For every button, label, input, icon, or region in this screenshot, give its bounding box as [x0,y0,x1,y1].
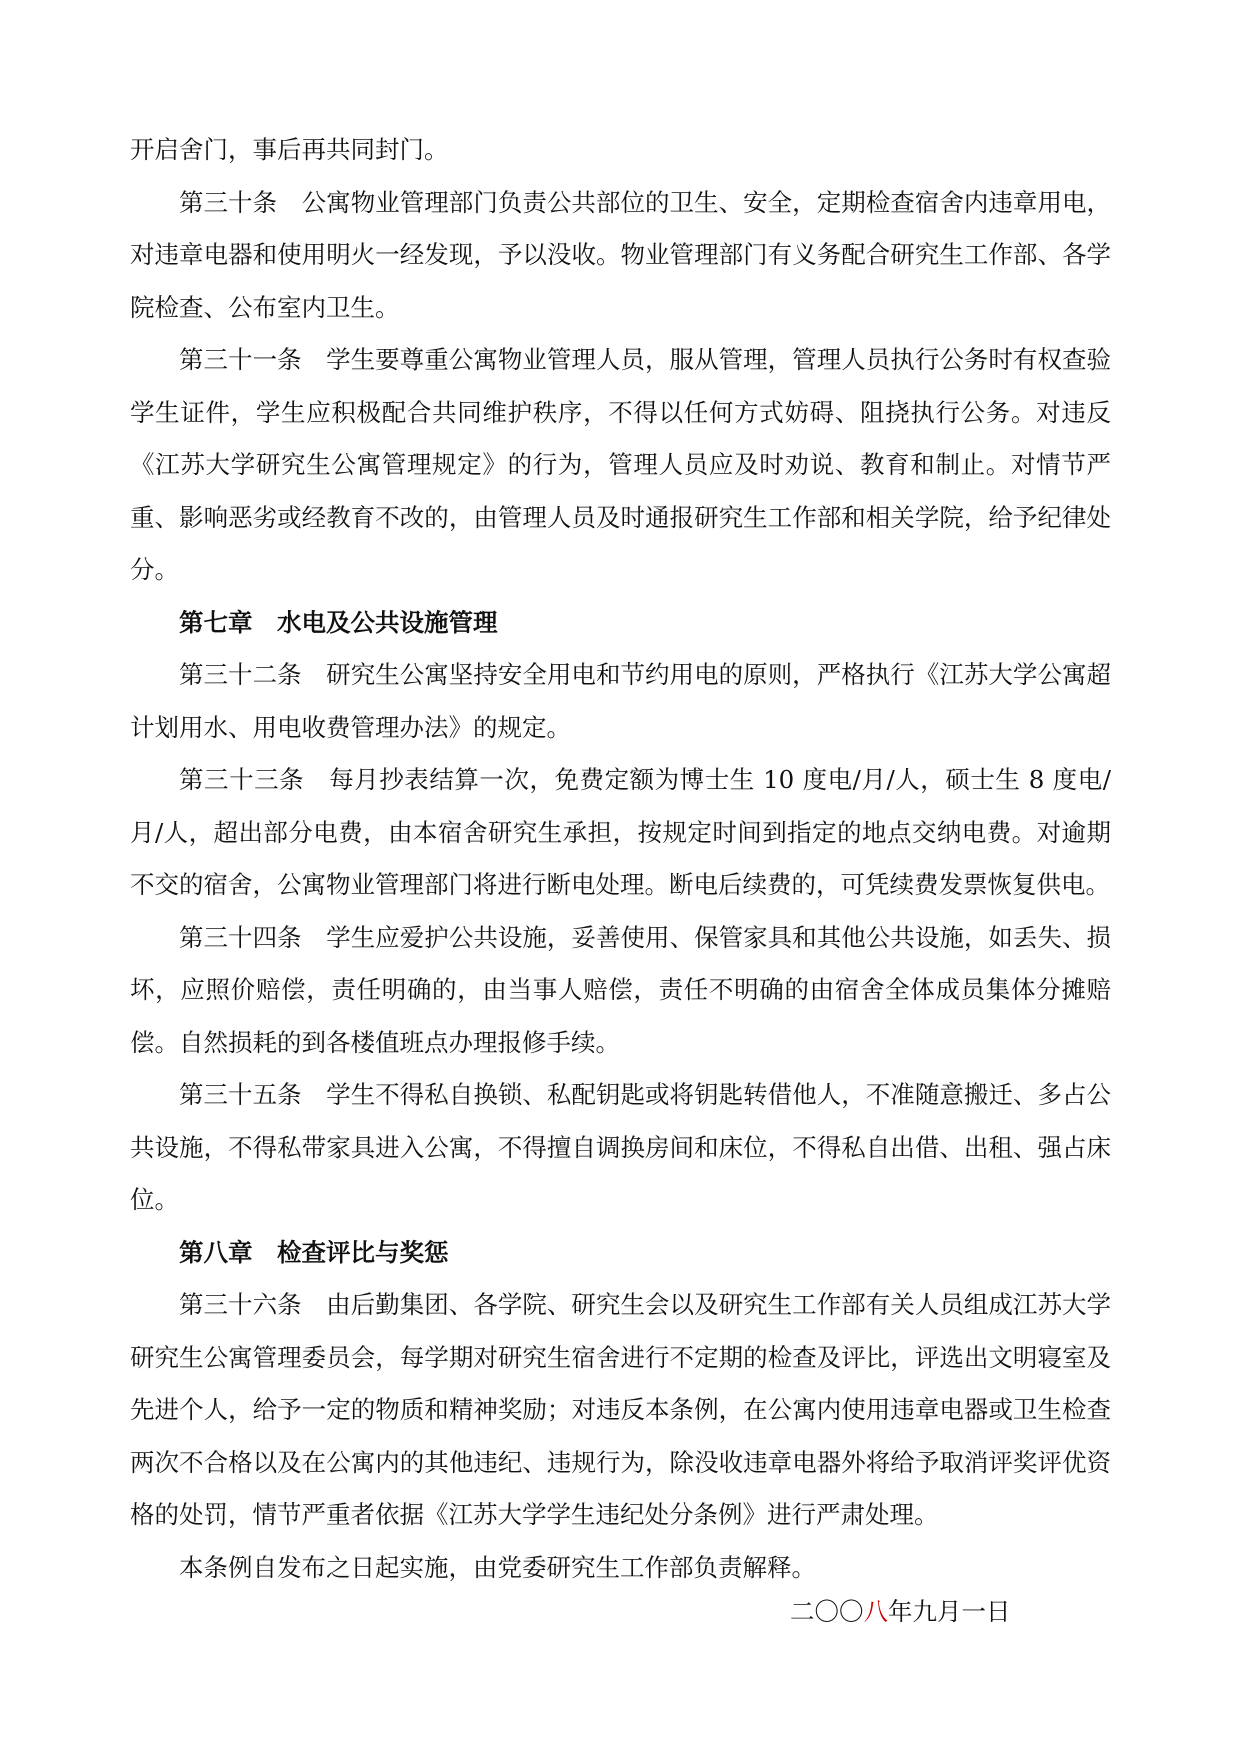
article-34 [130,912,1111,1070]
paragraph-continuation: 开启舍门，事后再共同封门。 [130,135,449,164]
article-30 [130,177,1111,335]
article-body: 学生应爱护公共设施，妥善使用、保管家具和其他公共设施，如丢失、损坏，应照价赔偿，责任明确的，由当事人赔偿，责任不明确的由宿舍全体成员集体分摊赔偿。自然损耗的到各楼值班点办理报修手续。 [130,922,1112,1057]
article-label: 第三十五条 [179,1080,302,1109]
article-label: 第三十一条 [179,345,302,374]
article-35 [130,1069,1111,1227]
chapter-8-heading [130,1227,1111,1280]
article-body: 每月抄表结算一次，免费定额为博士生 10 度电/月/人，硕士生 8 度电/月/人，超出部分电费，由本宿舍研究生承担，按规定时间到指定的地点交纳电费。对逾期不交的宿舍，公寓物业管理部门将进行断电处理。断电后续费的，可凭续费发票恢复供电。 [130,765,1111,899]
article-36 [130,1279,1111,1542]
article-33 [130,754,1111,912]
closing-statement: 本条例自发布之日起实施，由党委研究生工作部负责解释。 [179,1552,816,1582]
highlighted-character: 八 [863,1597,888,1626]
article-31 [130,334,1111,597]
article-body: 由后勤集团、各学院、研究生会以及研究生工作部有关人员组成江苏大学研究生公寓管理委员会，每学期对研究生宿舍进行不定期的检查及评比，评选出文明寝室及先进个人，给予一定的物质和精神奖励；对违反本条例，在公寓内使用违章电器或卫生检查两次不合格以及在公寓内的其他违纪、违规行为，除没收违章电器外将给予取消评奖评优资格的处罚，情节严重者依据《江苏大学学生违纪处分条例》进行严肃处理。 [130,1290,1112,1529]
article-label: 第三十四条 [179,922,302,952]
article-body: 公寓物业管理部门负责公共部位的卫生、安全，定期检查宿舍内违章用电，对违章电器和使用明火一经发现，予以没收。物业管理部门有义务配合研究生工作部、各学院检查、公布室内卫生。 [130,187,1111,322]
article-body: 研究生公寓坚持安全用电和节约用电的原则，严格执行《江苏大学公寓超计划用水、用电收费管理办法》的规定。 [130,660,1112,742]
chapter-number: 第八章 [179,1237,253,1267]
chapter-title: 水电及公共设施管理 [277,607,498,637]
article-body: 学生不得私自换锁、私配钥匙或将钥匙转借他人，不准随意搬迁、多占公共设施，不得私带家具进入公寓，不得擅自调换房间和床位，不得私自出借、出租、强占床位。 [130,1080,1112,1214]
chapter-7-heading [130,597,1111,650]
article-label: 第三十二条 [179,660,302,689]
article-label: 第三十三条 [179,765,305,794]
article-32 [130,649,1111,754]
chapter-number: 第七章 [179,607,253,637]
article-label: 第三十条 [179,187,278,217]
chapter-title: 检查评比与奖惩 [277,1237,449,1267]
signoff-date: 二〇〇八年九月一日 [790,1597,1011,1626]
article-body: 学生要尊重公寓物业管理人员，服从管理，管理人员执行公务时有权查验学生证件，学生应积极配合共同维护秩序，不得以任何方式妨碍、阻挠执行公务。对违反《江苏大学研究生公寓管理规定》的行为，管理人员应及时劝说、教育和制止。对情节严重、影响恶劣或经教育不改的，由管理人员及时通报研究生工作部和相关学院，给予纪律处分。 [130,345,1112,584]
article-label: 第三十六条 [179,1290,302,1319]
